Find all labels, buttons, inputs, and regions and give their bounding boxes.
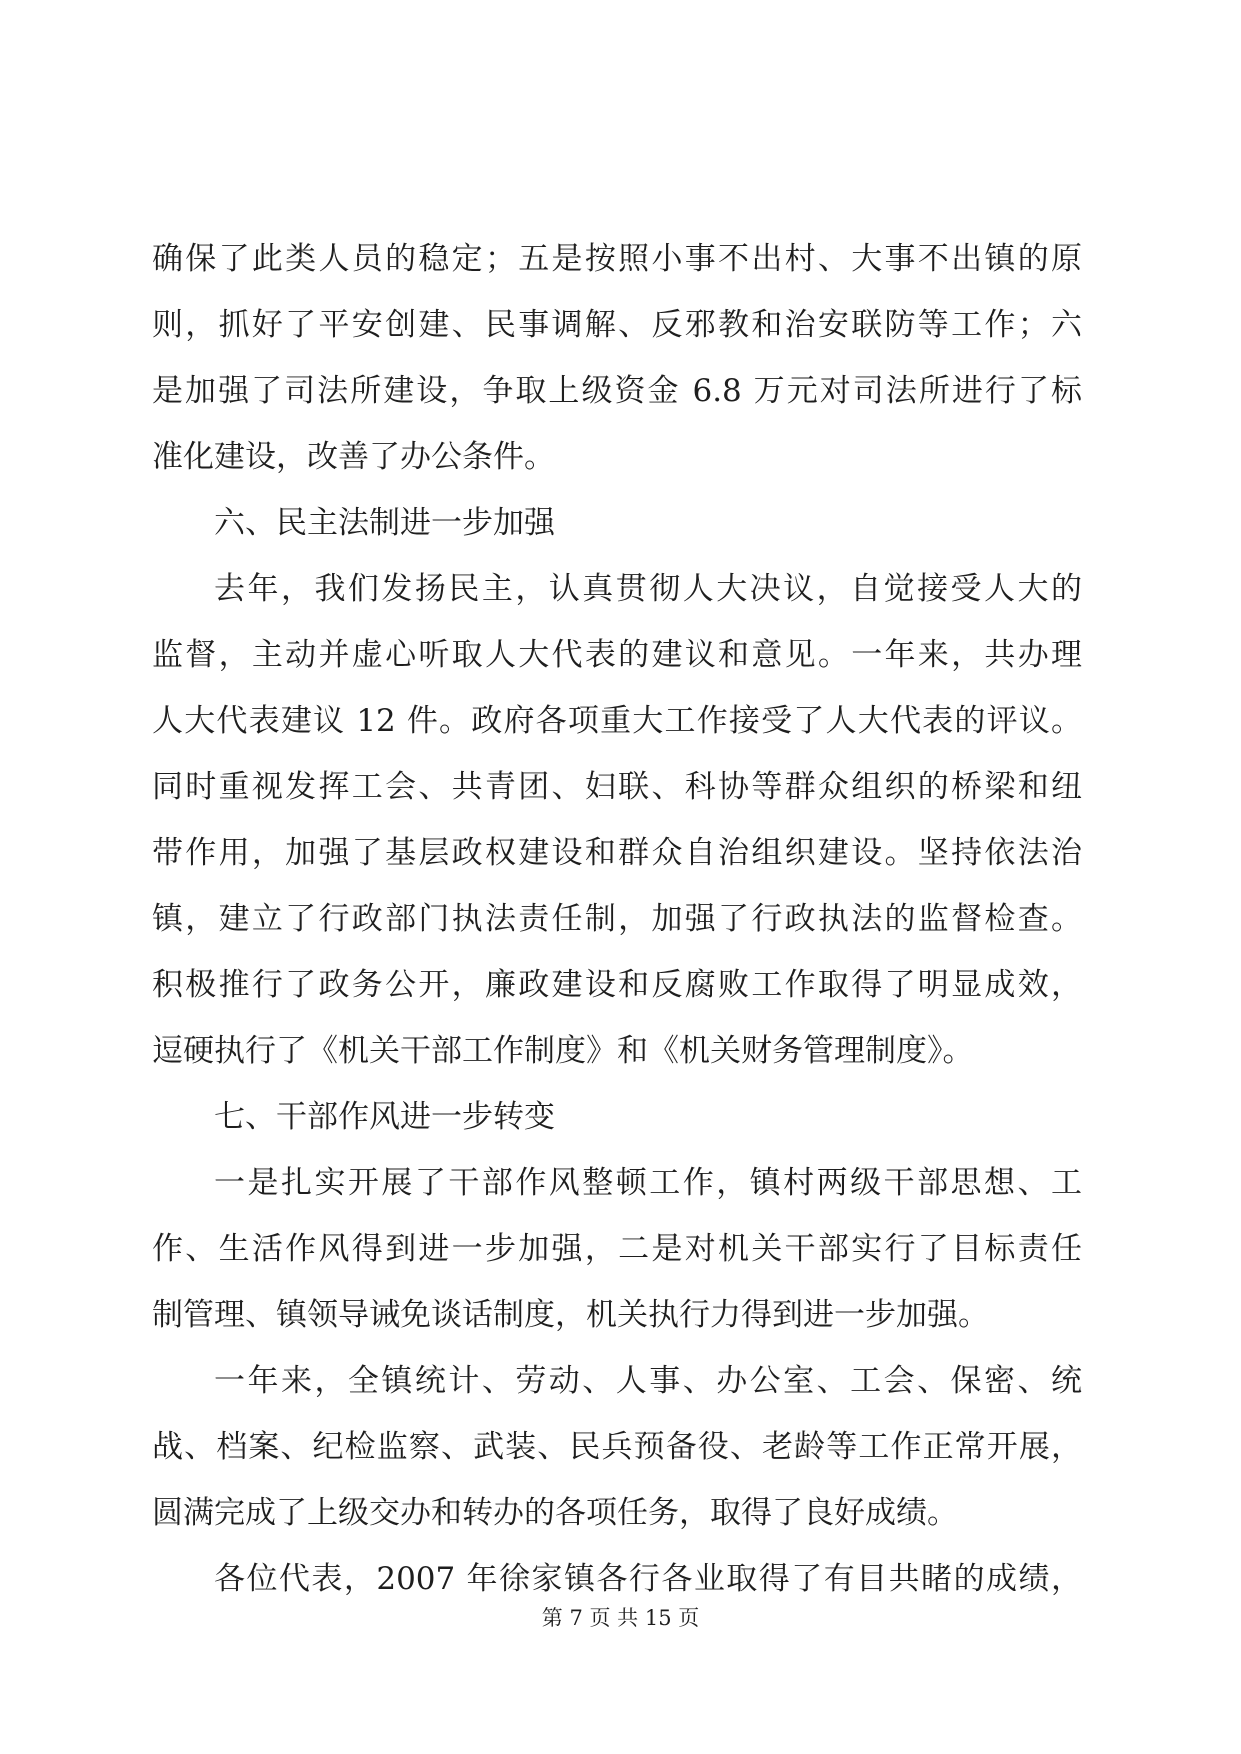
paragraph-democracy (152, 556, 1082, 1084)
text-line: 同时重视发挥工会、共青团、妇联、科协等群众组织的桥梁和纽 (152, 769, 1082, 805)
page-number-footer: 第 7 页 共 15 页 (541, 1606, 700, 1630)
text-line: 则，抓好了平安创建、民事调解、反邪教和治安联防等工作；六 (152, 307, 1082, 343)
paragraph-continued (152, 226, 1082, 490)
text-line: 战、档案、纪检监察、武装、民兵预备役、老龄等工作正常开展， (152, 1429, 1082, 1465)
text-line: 作、生活作风得到进一步加强，二是对机关干部实行了目标责任 (152, 1231, 1082, 1267)
heading-text: 六、民主法制进一步加强 (214, 505, 555, 541)
text-line: 一年来，全镇统计、劳动、人事、办公室、工会、保密、统 (214, 1363, 1082, 1399)
text-line: 监督，主动并虚心听取人大代表的建议和意见。一年来，共办理 (152, 637, 1082, 673)
text-line: 是加强了司法所建设，争取上级资金 6.8 万元对司法所进行了标 (152, 373, 1082, 409)
paragraph-year-summary (152, 1348, 1082, 1546)
text-line: 带作用，加强了基层政权建设和群众自治组织建设。坚持依法治 (152, 835, 1082, 871)
text-line: 人大代表建议 12 件。政府各项重大工作接受了人大代表的评议。 (152, 703, 1082, 739)
text-line: 逗硬执行了《机关干部工作制度》和《机关财务管理制度》。 (152, 1033, 974, 1069)
document-body (152, 226, 1082, 1612)
text-line: 制管理、镇领导诫免谈话制度，机关执行力得到进一步加强。 (152, 1297, 989, 1333)
text-line: 各位代表，2007 年徐家镇各行各业取得了有目共睹的成绩， (214, 1561, 1082, 1597)
text-line: 确保了此类人员的稳定；五是按照小事不出村、大事不出镇的原 (152, 241, 1082, 277)
text-line: 圆满完成了上级交办和转办的各项任务，取得了良好成绩。 (152, 1495, 958, 1531)
text-line: 去年，我们发扬民主，认真贯彻人大决议，自觉接受人大的 (214, 571, 1082, 607)
paragraph-cadre-style (152, 1150, 1082, 1348)
text-line: 一是扎实开展了干部作风整顿工作，镇村两级干部思想、工 (214, 1165, 1082, 1201)
text-line: 准化建设，改善了办公条件。 (152, 439, 555, 475)
heading-text: 七、干部作风进一步转变 (214, 1099, 555, 1135)
text-line: 镇，建立了行政部门执法责任制，加强了行政执法的监督检查。 (152, 901, 1082, 937)
section-heading-six (152, 490, 1082, 556)
text-line: 积极推行了政务公开，廉政建设和反腐败工作取得了明显成效， (152, 967, 1082, 1003)
section-heading-seven (152, 1084, 1082, 1150)
